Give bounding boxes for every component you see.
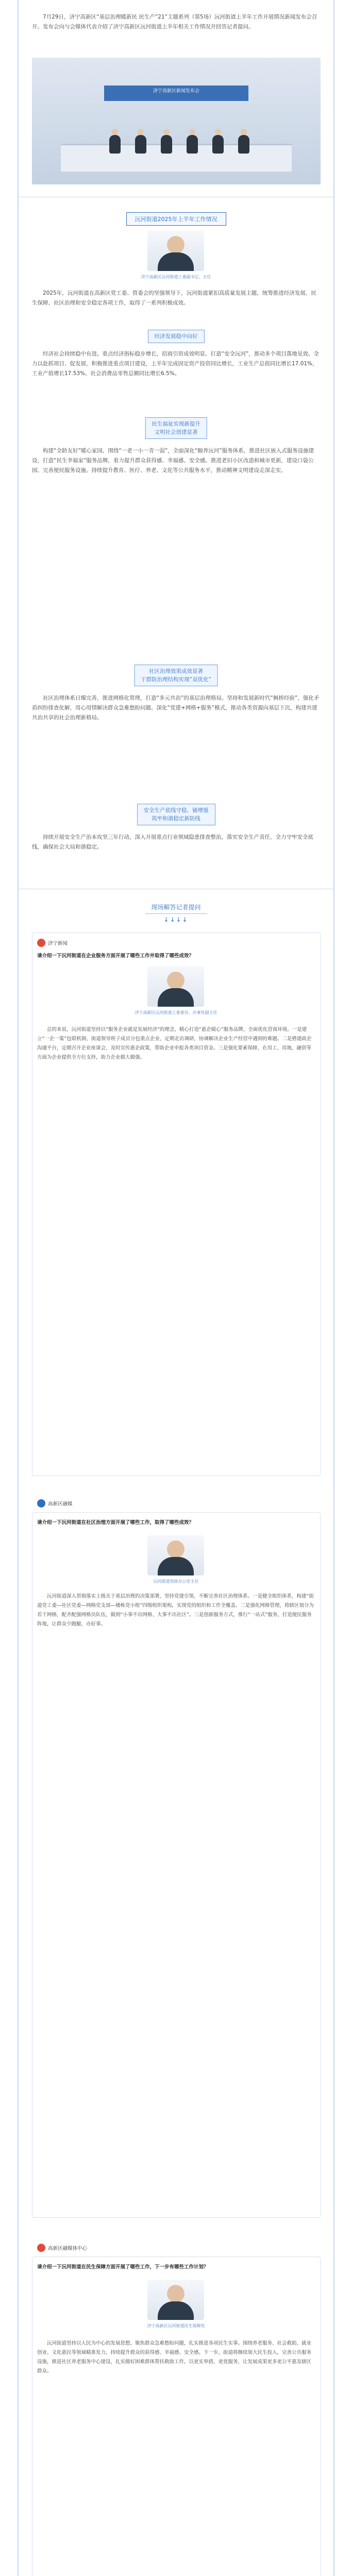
- speaker-suit: [158, 1557, 194, 1575]
- qa3-question: 请介绍一下沅河街道在民生保障方面开展了哪些工作，下一步有哪些工作计划？: [37, 2264, 209, 2270]
- person-figure: [161, 135, 172, 154]
- welfare-tag: 民生福祉实现新提升 文明社会创建显著: [145, 417, 207, 439]
- intro-paragraph: 7月29日，济宁高新区“基层治理暖新民 民生产“21”主题系列（第5场）沅河街道上半年工作开展情况新闻发布会召开。发布会向与会媒体代表介绍了济宁高新区沅河街道上半年相关工作情况并回答记者提问。: [32, 14, 317, 30]
- speaker-suit: [158, 252, 194, 271]
- person-figure: [109, 135, 121, 154]
- safety-paragraph: 持续开展安全生产治本攻坚三年行动，深入开展重点行业领域隐患排查整治，落实安全生产责任，全力守牢安全底线，确保社会大局和谐稳定。: [32, 834, 313, 850]
- qa1-question: 请介绍一下沅河街道在企业服务方面开展了哪些工作并取得了哪些成效？: [37, 953, 194, 959]
- qa1-caption: 济宁高新区沅河街道工委委员、办事处副主任: [135, 1010, 217, 1015]
- qa2-caption: 沅河街道党政办公室主任: [153, 1579, 199, 1584]
- qa1-answer: 总的来说，沅河街道坚持以“服务企业就是发展经济”的理念，精心打造“惠企暖心”服务品牌，全面优化营商环境。一是建立“一企一策”包联机制，街道领导班子成员分包重点企业，定期走访调研，协调解决企业生产经营中遇到的难题。二是搭建政企沟通平台，定期召开企业座谈会，及时宣传惠企政策，帮助企业申报各类项目资金。三是强化要素保障，在用工、用地、融资等方面为企业提供全方位支持，助力企业做大做强。: [37, 1027, 312, 1060]
- org-logo-icon: [37, 939, 45, 947]
- person-figure: [135, 135, 146, 154]
- speaker-head: [167, 2285, 185, 2302]
- photo-table: [61, 144, 292, 172]
- down-arrows-icon: ↓↓↓↓: [163, 916, 189, 923]
- org-logo-icon: [37, 1499, 45, 1507]
- speaker-suit: [158, 988, 194, 1007]
- speaker-photo: [147, 231, 204, 271]
- safety-tag: 安全生产底线守稳，铺增强 筑牢和谐稳定新防线: [137, 804, 215, 825]
- qa3-org-name: 高新区融媒体中心: [48, 2246, 88, 2251]
- govern-tag: 社区治理效果成效显著 于群防治理结构实现“双优化”: [134, 665, 218, 686]
- speaker-head: [167, 236, 185, 253]
- qa2-org: [37, 1499, 73, 1507]
- qa1-speaker-photo: [147, 967, 204, 1007]
- welfare-paragraph: 构建“全龄友好”暖心家园，围绕“一老一小一青一弱”，全面深化“颐养沅河”服务体系，推进社区嵌入式服务设施建设，打造“民生幸福家”服务品牌，着力提升群众获得感、幸福感、安全感。推进老旧小区改造和城市更新，建设口袋公园、完善便民服务设施。持续提升教育、医疗、养老、文化等公共服务水平，推动精神文明建设走深走实。: [32, 448, 314, 473]
- qa3-org: [37, 2244, 87, 2252]
- qa2-question: 请介绍一下沅河街道在社区治理方面开展了哪些工作，取得了哪些成效？: [37, 1520, 194, 1526]
- speaker-head: [167, 1540, 185, 1558]
- photo-banner: 济宁高新区新闻发布会: [104, 86, 248, 101]
- qa3-speaker-photo: [147, 2280, 204, 2320]
- section-title: 沅河街道2025年上半年工作情况: [126, 212, 226, 226]
- interview-title: 现场解答记者提问: [145, 901, 207, 914]
- meeting-photo: [32, 58, 321, 184]
- qa2-org-name: 高新区融媒: [48, 1501, 73, 1507]
- speaker-suit: [158, 2301, 194, 2320]
- speaker-head: [167, 972, 185, 989]
- qa3-caption: 济宁高新区沅河街道民生保障处: [147, 2324, 205, 2328]
- person-figure: [187, 135, 198, 154]
- section1-paragraph: 2025年，沅河街道在高新区党工委、管委会的坚强领导下，沅河街道紧扣高质量发展主题，统筹推进经济发展、民生保障、社区治理和安全稳定各项工作，取得了一系列积极成效。: [32, 290, 316, 306]
- qa3-answer: 沅河街道坚持以人民为中心的发展思想，聚焦群众急难愁盼问题，扎实推进各项民生实事。围绕养老服务、社会救助、就业创业、文化惠民等领域精准发力，持续提升群众的获得感、幸福感、安全感。下一步，街道将继续加大民生投入，完善公共服务设施，推进社区养老服务中心建设，扎实做好困难群体帮扶救助工作，以更实举措、更优服务，让发展成果更多更公平惠及辖区群众。: [37, 2341, 312, 2374]
- speaker-caption: 济宁高新区沅河街道工委副书记、主任: [141, 275, 211, 279]
- econ-tag: 经济发展稳中向好: [148, 330, 205, 343]
- econ-paragraph: 经济社会持续稳中有进。重点经济指标稳步增长，招商引资成效明显。打造“安全沅河”，推动多个项目落地见效。全力以赴抓项目、促发展，积极推进重点项目建设，上半年完成固定资产投资同比增长，工业生产总值同比增长17.01%，工业产值增长17.53%，社会消费品零售总额同比增长6.5%。: [32, 351, 319, 377]
- qa2-speaker-photo: [147, 1535, 204, 1575]
- person-figure: [212, 135, 224, 154]
- qa2-answer: 沅河街道深入贯彻落实上级关于基层治理的决策部署，坚持党建引领，不断完善社区治理体系。一是健全组织体系，构建“街道党工委—社区党委—网格党支部—楼栋党小组”四级组织架构，实现党的组织和工作全覆盖。二是强化网格管理，将辖区划分为若干网格，配齐配强网格员队伍，做到“小事不出网格、大事不出社区”。三是创新服务方式，推行“一站式”服务，打造便民服务阵地，让群众少跑腿、办好事。: [37, 1594, 314, 1627]
- qa1-org: [37, 939, 68, 947]
- govern-paragraph: 社区治理体系日臻完善，推进网格化管理，打造“多元共治”的基层治理格局。坚持和发展新时代“枫桥经验”，强化矛盾纠纷排查化解，用心用情解决群众急难愁盼问题。深化“党建+网格+服务”模式，推动各类资源向基层下沉，构建共建共治共享的社会治理新格局。: [32, 695, 320, 721]
- org-logo-icon: [37, 2244, 45, 2252]
- person-figure: [238, 135, 249, 154]
- qa1-org-name: 济宁新闻: [48, 941, 68, 946]
